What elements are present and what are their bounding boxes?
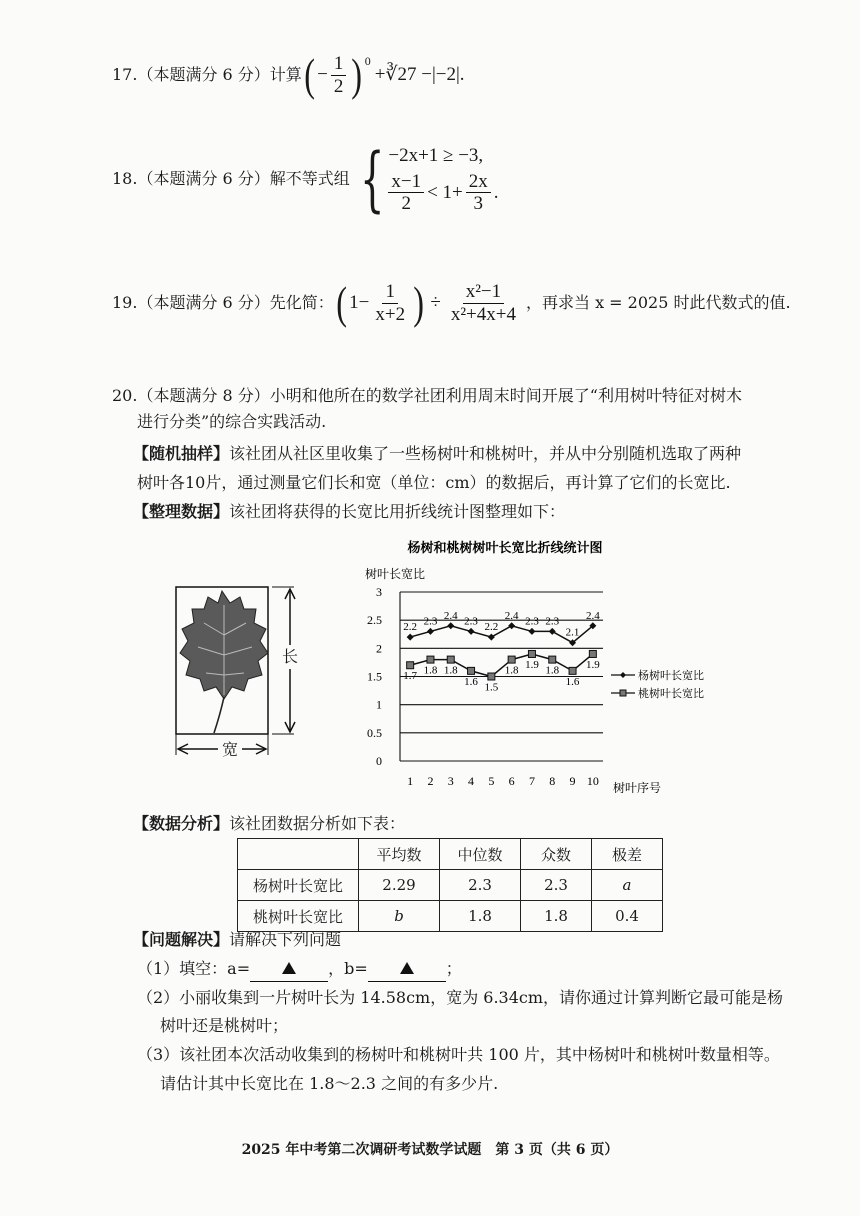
data-point [427,656,434,663]
x-tick-label: 5 [488,774,495,788]
triangle-icon [400,962,414,974]
data-label: 2.3 [525,615,539,628]
q20-intro-line1: 20.（本题满分 8 分）小明和他所在的数学社团利用周末时间开展了“利用树叶特征对树木 [112,386,742,405]
x-tick-label: 7 [528,774,535,788]
q20-part3-line2: 请估计其中长宽比在 1.8～2.3 之间的有多少片. [160,1074,499,1093]
x-tick-label: 4 [468,774,475,788]
table-row: 杨树叶长宽比 2.29 2.3 2.3 a [238,870,663,901]
y-tick-label: 2 [376,641,382,656]
y-tick-label: 2.5 [367,613,382,628]
legend-marker [620,690,626,696]
data-point [589,650,596,657]
answer-blank-a[interactable] [250,957,328,982]
leaf-length-label: 长 [282,645,298,669]
table-header-row: 平均数 中位数 众数 极差 [238,839,663,870]
question-18: 18.（本题满分 6 分）解不等式组 { −2x+1 ≥ −3, $\frac{x-1}{2}$ < 1+ $\frac{2x}{3}$ . [112,137,499,220]
data-point [468,628,475,635]
data-point [447,656,454,663]
data-label: 2.4 [504,609,519,622]
data-point [407,662,414,669]
page-footer: 2025 年中考第二次调研考试数学试题 第 3 页（共 6 页） [241,1142,619,1158]
data-point [447,622,454,629]
chart-title: 杨树和桃树树叶长宽比折线统计图 [407,540,603,555]
data-point [407,634,414,641]
y-tick-label: 3 [376,585,382,599]
series-line [410,654,593,677]
data-label: 1.6 [565,675,580,688]
data-point [508,622,515,629]
q19-suffix: ，再求当 x = 2025 时此代数式的值. [525,293,791,312]
q19-prefix: 19.（本题满分 6 分）先化简： [112,293,334,312]
answer-blank-b[interactable] [368,957,446,982]
data-label: 1.6 [464,675,478,688]
system-brace: { [359,137,385,220]
data-label: 2.2 [484,621,499,634]
q20-analysis: 【数据分析】该社团数据分析如下表： [133,814,406,833]
data-point [569,667,576,674]
x-tick-label: 1 [407,774,414,788]
q20-part3-line1: （3）该社团本次活动收集到的杨树叶和桃树叶共 100 片，其中杨树叶和桃树叶数量相等。 [137,1045,780,1064]
q20-intro-line2: 进行分类”的综合实践活动. [137,412,327,431]
data-label: 1.8 [504,664,519,677]
data-point [488,673,495,680]
legend-label: 桃树叶长宽比 [638,688,704,700]
question-17: 17.（本题满分 6 分）计算 ( − $\frac{1}{2}$ ) $^0$ +∛27 −|−2|. [112,49,465,100]
data-label: 2.3 [545,615,560,628]
data-label: 2.3 [423,615,438,628]
q20-sample-line2: 树叶各10片，通过测量它们长和宽（单位：cm）的数据后，再计算了它们的长宽比. [137,473,731,492]
data-label: 1.9 [525,658,539,671]
data-label: 1.9 [585,658,600,671]
q20-part2-line1: （2）小丽收集到一片树叶长为 14.58cm，宽为 6.34cm，请你通过计算判断它最可能是杨 [137,988,784,1007]
data-point [488,634,495,641]
data-label: 1.8 [545,664,560,677]
data-point [549,656,556,663]
x-tick-label: 10 [586,774,599,788]
data-label: 2.4 [585,609,600,622]
x-tick-label: 3 [447,774,454,788]
data-label: 2.1 [565,626,580,639]
data-point [528,628,535,635]
question-19: 19.（本题满分 6 分）先化简： ( 1− $\frac{1}{x+2}$ ) ÷ $\frac{\text{x²−1}}{\text{x²+4x+4}}$ ，再求当 x = 2025 时此代数式的值. [112,277,791,328]
y-tick-label: 1.5 [367,669,382,684]
q17-rest: +∛27 −|−2|. [374,63,465,85]
stats-table [237,838,663,932]
y-tick-label: 0.5 [367,725,382,740]
q20-sample: 【随机抽样】该社团从社区里收集了一些杨树叶和桃树叶，并从中分别随机选取了两种 [133,444,742,463]
triangle-icon [282,962,296,974]
data-label: 1.8 [423,664,438,677]
data-label: 2.2 [403,621,418,634]
data-label: 1.7 [403,670,418,683]
chart-ylabel: 树叶长宽比 [365,567,426,581]
data-point [508,656,515,663]
y-tick-label: 1 [376,697,382,712]
legend-label: 杨树叶长宽比 [638,670,704,682]
data-label: 2.3 [464,615,478,628]
data-point [468,667,475,674]
legend-marker [620,672,626,678]
leaf-width-label: 宽 [218,738,242,762]
q20-part1: （1）填空：a= ，b= ； [137,957,462,982]
data-point [528,650,535,657]
data-label: 1.8 [443,664,458,677]
data-label: 1.5 [484,681,499,694]
right-paren: ) [351,49,363,100]
line-chart [355,533,735,793]
x-tick-label: 2 [427,774,434,788]
left-paren: ( [304,49,315,100]
y-tick-label: 0 [376,754,382,768]
data-label: 2.4 [443,609,458,622]
q20-solve: 【问题解决】请解决下列问题 [133,930,342,949]
chart-xlabel: 树叶序号 [613,781,662,793]
data-point [427,628,434,635]
q18-prefix: 18.（本题满分 6 分）解不等式组 [112,168,350,188]
x-tick-label: 6 [508,774,515,788]
q20-organize: 【整理数据】该社团将获得的长宽比用折线统计图整理如下： [133,502,566,521]
x-tick-label: 8 [549,774,556,788]
data-point [549,628,556,635]
x-tick-label: 9 [569,774,576,788]
q17-prefix: 17.（本题满分 6 分）计算 [112,65,302,84]
q18-line1: −2x+1 ≥ −3, [388,145,484,166]
table-row: 桃树叶长宽比 b 1.8 1.8 0.4 [238,901,663,932]
fraction-one-half: $\frac{1}{2}$ [331,53,347,98]
q20-part2-line2: 树叶还是桃树叶； [160,1016,289,1035]
